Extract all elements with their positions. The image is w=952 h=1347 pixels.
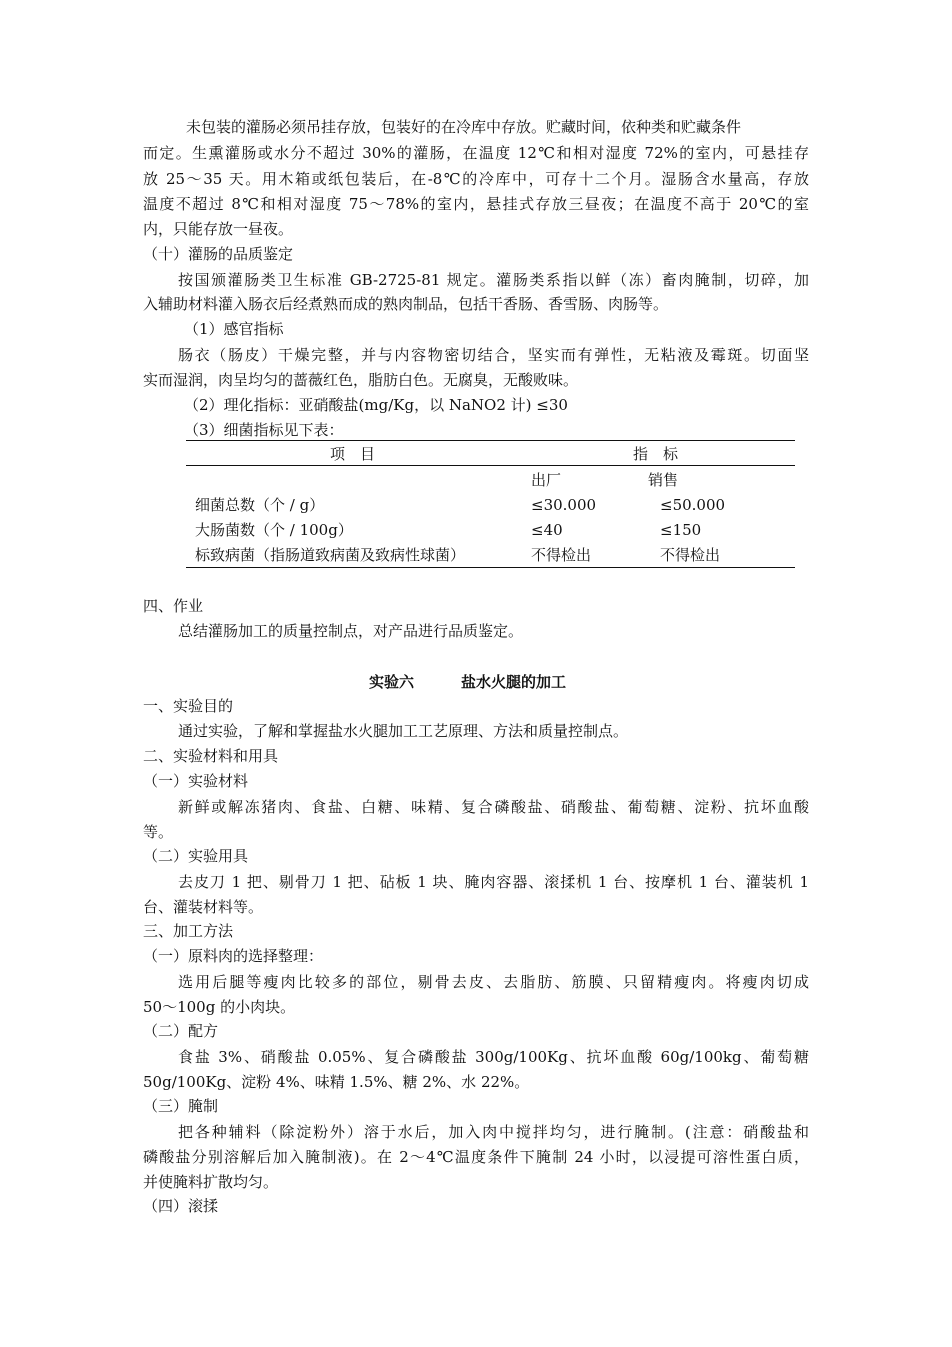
paragraph-line: 把各种辅料（除淀粉外）溶于水后，加入肉中搅拌均匀，进行腌制。(注意：硝酸盐和 bbox=[178, 1123, 809, 1141]
subsection-heading: （二）配方 bbox=[143, 1022, 219, 1040]
paragraph-line: 去皮刀 1 把、剔骨刀 1 把、砧板 1 块、腌肉容器、滚揉机 1 台、按摩机 1 台、灌装机 1 bbox=[178, 873, 809, 891]
subsection-heading: （1）感官指标 bbox=[184, 320, 284, 338]
table-cell-factory: ≤30.000 bbox=[531, 496, 597, 514]
table-cell-sale: ≤50.000 bbox=[660, 496, 726, 514]
table-cell-sale: 不得检出 bbox=[660, 546, 721, 564]
paragraph-line: 50～100g 的小肉块。 bbox=[143, 998, 296, 1016]
paragraph-line: 肠衣（肠皮）干燥完整，并与内容物密切结合，坚实而有弹性，无粘液及霉斑。切面坚 bbox=[178, 346, 809, 364]
section-heading: （十）灌肠的品质鉴定 bbox=[143, 245, 294, 263]
subsection-heading: （三）腌制 bbox=[143, 1097, 219, 1115]
paragraph-line: 食盐 3%、硝酸盐 0.05%、复合磷酸盐 300g/100Kg、抗坏血酸 60g/100kg、葡萄糖 bbox=[178, 1048, 809, 1066]
subsection-heading: （一）实验材料 bbox=[143, 772, 249, 790]
table-cell-factory: 不得检出 bbox=[531, 546, 592, 564]
subsection-heading: （四）滚揉 bbox=[143, 1197, 219, 1215]
table-cell-sale: ≤150 bbox=[660, 521, 702, 539]
paragraph-line: 入辅助材料灌入肠衣后经煮熟而成的熟肉制品，包括干香肠、香雪肠、肉肠等。 bbox=[143, 295, 669, 313]
physchem-index: （2）理化指标：亚硝酸盐(mg/Kg，以 NaNO2 计) ≤30 bbox=[184, 396, 568, 414]
table-header-index: 指 标 bbox=[633, 445, 679, 463]
subsection-heading: （二）实验用具 bbox=[143, 847, 249, 865]
paragraph-line: 按国颁灌肠类卫生标准 GB-2725-81 规定。灌肠类系指以鲜（冻）畜肉腌制，切碎，加 bbox=[178, 271, 809, 289]
table-header-rule bbox=[186, 465, 795, 466]
paragraph-line: 内，只能存放一昼夜。 bbox=[143, 220, 294, 238]
section-heading: 一、实验目的 bbox=[143, 697, 234, 715]
table-cell-item: 细菌总数（个 / g） bbox=[195, 496, 325, 514]
experiment-title: 盐水火腿的加工 bbox=[461, 673, 567, 691]
table-top-rule bbox=[186, 440, 795, 441]
paragraph-line: 通过实验，了解和掌握盐水火腿加工工艺原理、方法和质量控制点。 bbox=[178, 722, 629, 740]
paragraph-line: 而定。生熏灌肠或水分不超过 30%的灌肠，在温度 12℃和相对湿度 72%的室内，可悬挂存 bbox=[143, 144, 809, 162]
paragraph-line: 等。 bbox=[143, 823, 174, 841]
paragraph-line: 总结灌肠加工的质量控制点，对产品进行品质鉴定。 bbox=[178, 622, 524, 640]
paragraph-line: 未包装的灌肠必须吊挂存放，包装好的在冷库中存放。贮藏时间，依种类和贮藏条件 bbox=[186, 118, 742, 136]
paragraph-line: 温度不超过 8℃和相对湿度 75～78%的室内，悬挂式存放三昼夜；在温度不高于 20℃的室 bbox=[143, 195, 809, 213]
table-header-item: 项 目 bbox=[330, 445, 376, 463]
table-cell-factory: ≤40 bbox=[531, 521, 563, 539]
subsection-heading: （3）细菌指标见下表： bbox=[184, 421, 344, 439]
paragraph-line: 新鲜或解冻猪肉、食盐、白糖、味精、复合磷酸盐、硝酸盐、葡萄糖、淀粉、抗坏血酸 bbox=[178, 798, 809, 816]
subsection-heading: （一）原料肉的选择整理： bbox=[143, 947, 324, 965]
table-subheader-factory: 出厂 bbox=[531, 471, 562, 489]
table-subheader-sale: 销售 bbox=[648, 471, 679, 489]
paragraph-line: 放 25～35 天。用木箱或纸包装后，在-8℃的冷库中，可存十二个月。湿肠含水量高，存放 bbox=[143, 170, 809, 188]
paragraph-line: 实而湿润，肉呈均匀的蔷薇红色，脂肪白色。无腐臭，无酸败味。 bbox=[143, 371, 579, 389]
section-heading: 三、加工方法 bbox=[143, 922, 234, 940]
section-heading: 二、实验材料和用具 bbox=[143, 747, 279, 765]
paragraph-line: 并使腌料扩散均匀。 bbox=[143, 1173, 279, 1191]
table-cell-item: 大肠菌数（个 / 100g） bbox=[195, 521, 353, 539]
section-heading: 四、作业 bbox=[143, 597, 204, 615]
experiment-number: 实验六 bbox=[369, 673, 415, 691]
paragraph-line: 50g/100Kg、淀粉 4%、味精 1.5%、糖 2%、水 22%。 bbox=[143, 1073, 530, 1091]
table-bottom-rule bbox=[186, 567, 795, 568]
table-cell-item: 标致病菌（指肠道致病菌及致病性球菌） bbox=[195, 546, 466, 564]
paragraph-line: 台、灌装材料等。 bbox=[143, 898, 264, 916]
paragraph-line: 磷酸盐分别溶解后加入腌制液)。在 2～4℃温度条件下腌制 24 小时，以浸提可溶性蛋白质， bbox=[143, 1148, 809, 1166]
paragraph-line: 选用后腿等瘦肉比较多的部位，剔骨去皮、去脂肪、筋膜、只留精瘦肉。将瘦肉切成 bbox=[178, 973, 809, 991]
